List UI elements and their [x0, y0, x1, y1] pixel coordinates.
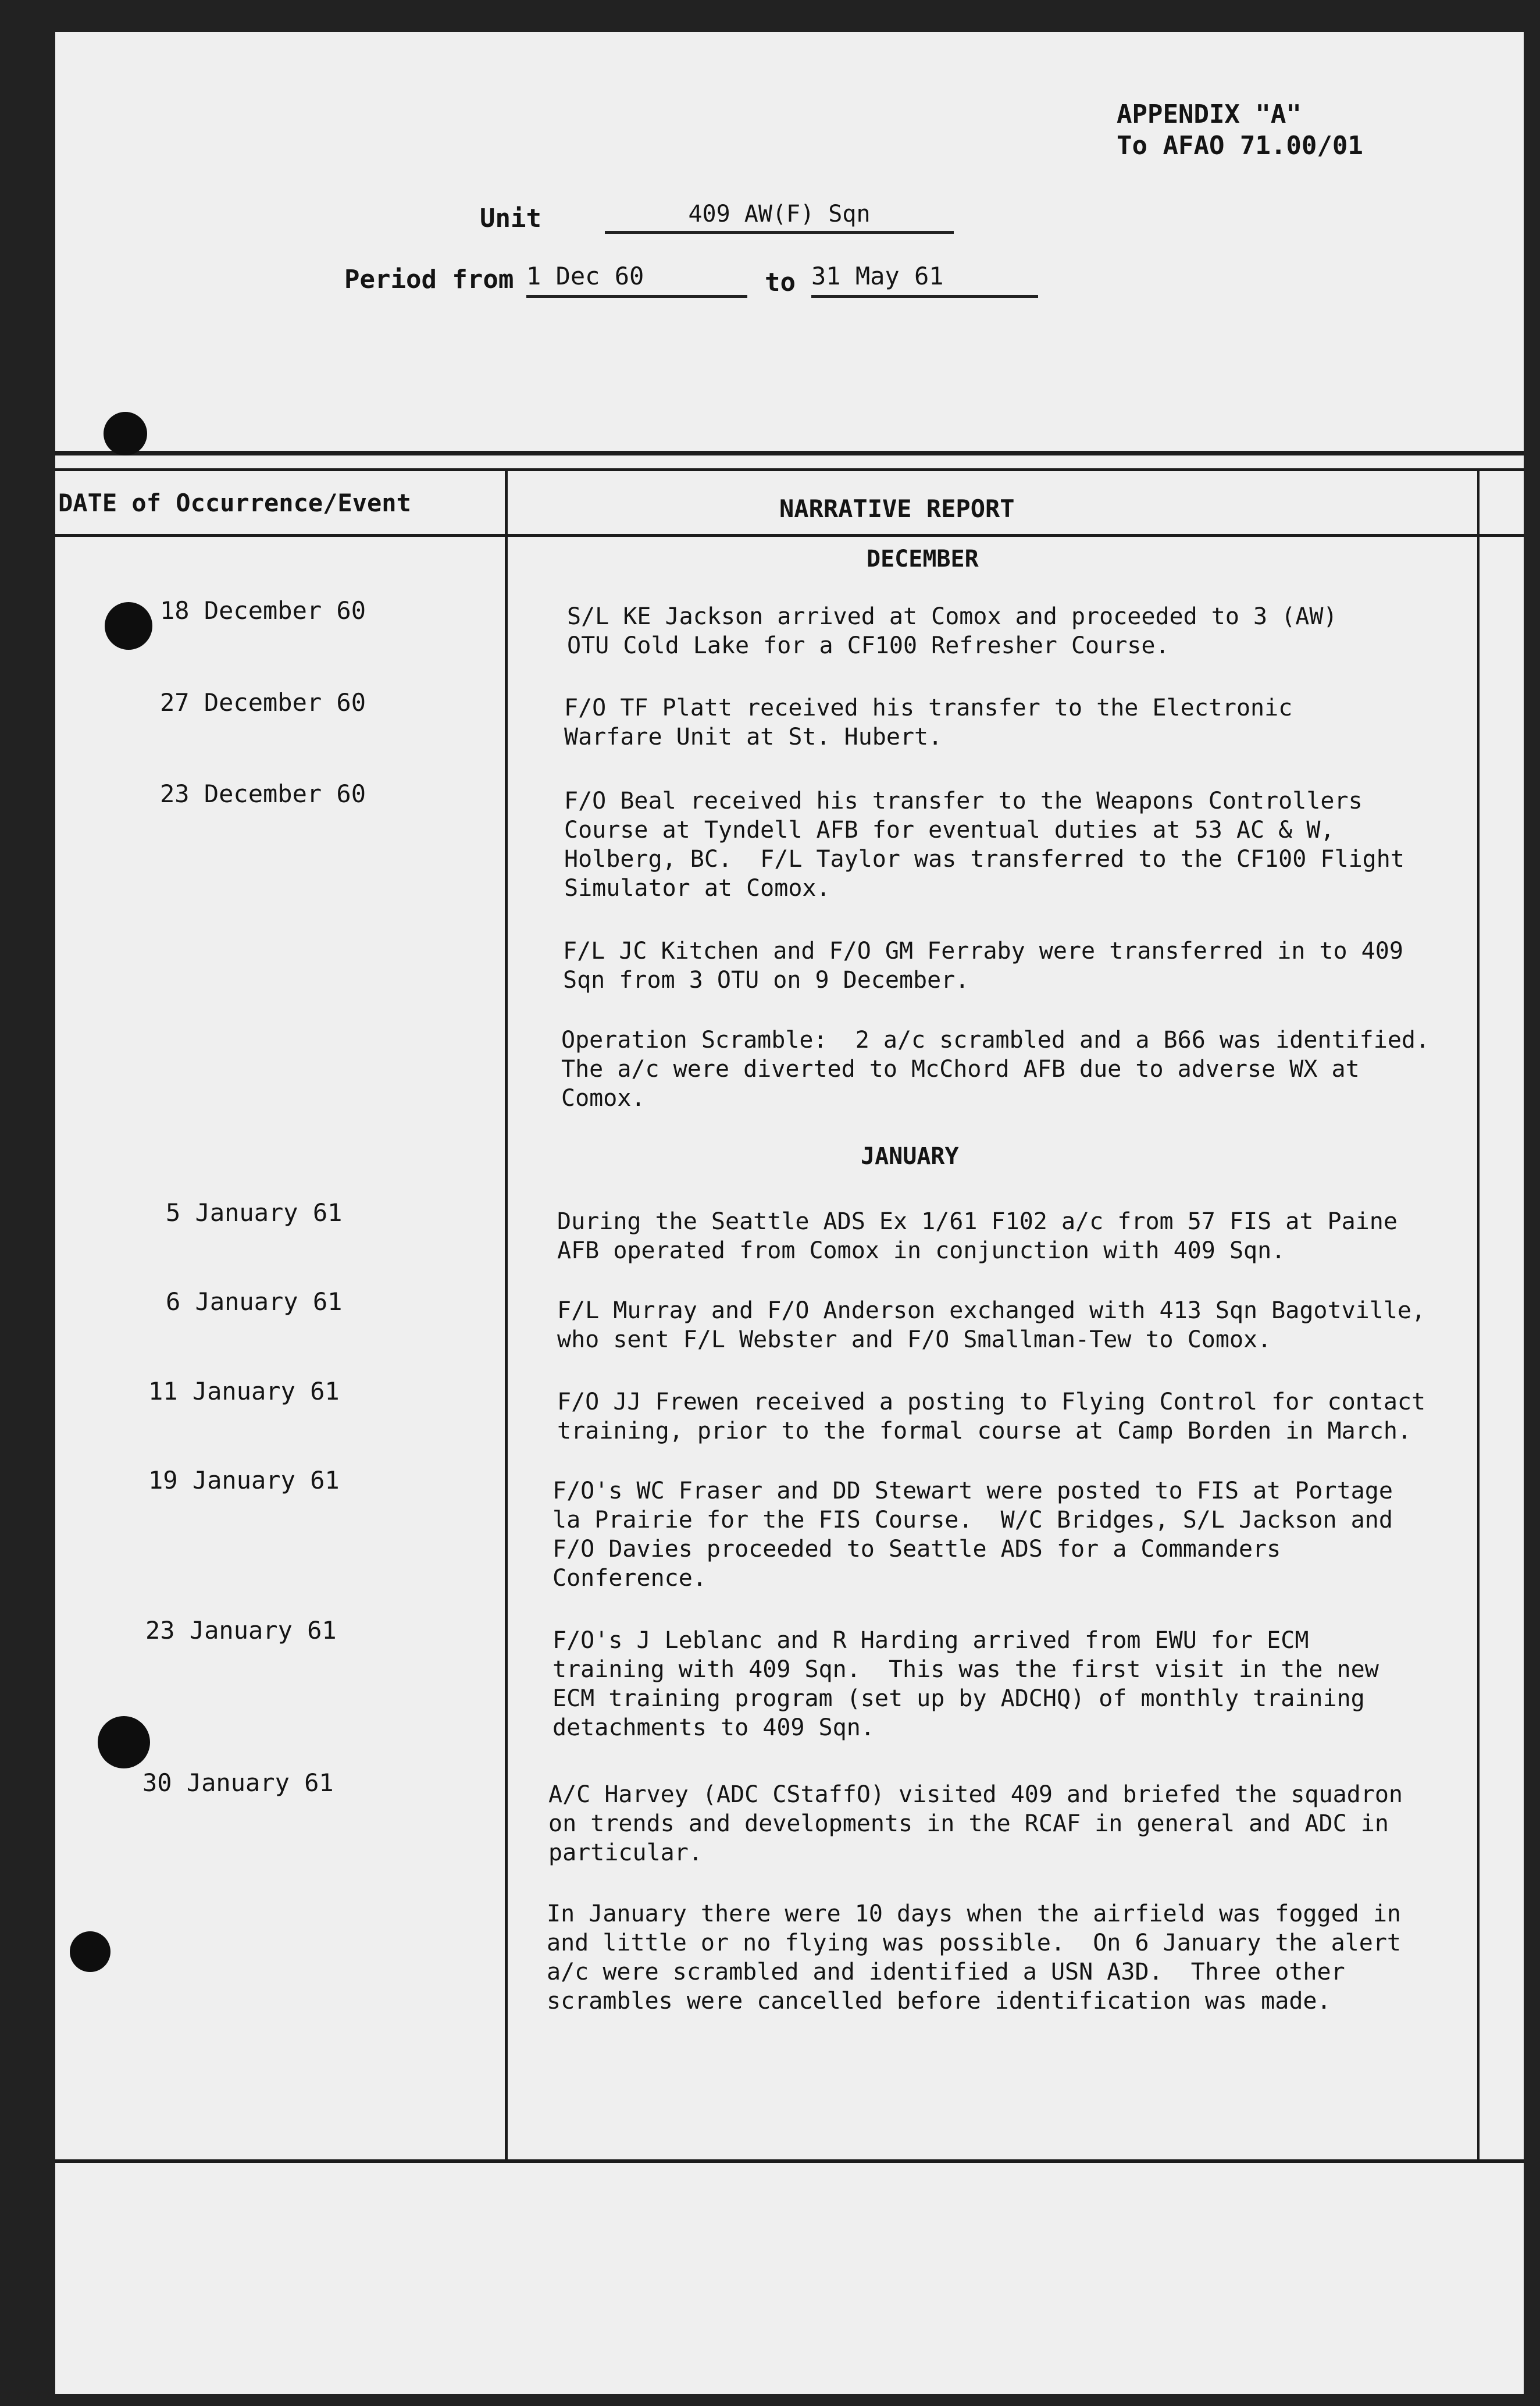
narrative-column-header: NARRATIVE REPORT: [779, 494, 1015, 523]
entry-date: 18 December 60: [160, 596, 366, 625]
table-top-rule-inner: [55, 468, 1524, 471]
entry-date: 19 January 61: [148, 1466, 340, 1494]
entry-date: 30 January 61: [142, 1768, 334, 1797]
entry-text: During the Seattle ADS Ex 1/61 F102 a/c from 57 FIS at Paine AFB operated from Comox in conjunction with 409 Sqn.: [557, 1208, 1398, 1264]
date-column-header: DATE of Occurrence/Event: [58, 489, 411, 517]
entry-text: F/L JC Kitchen and F/O GM Ferraby were transferred in to 409 Sqn from 3 OTU on 9 December.: [563, 938, 1403, 994]
punch-hole: [70, 1931, 110, 1972]
entry-text: F/O TF Platt received his transfer to the Electronic Warfare Unit at St. Hubert.: [564, 695, 1293, 750]
period-from-value: 1 Dec 60: [526, 262, 747, 298]
entry-date: 27 December 60: [160, 688, 366, 717]
entry-text: F/L Murray and F/O Anderson exchanged with 413 Sqn Bagotville, who sent F/L Webster and F/O Smallman-Tew to Comox.: [557, 1297, 1426, 1353]
entry-text: S/L KE Jackson arrived at Comox and proceeded to 3 (AW) OTU Cold Lake for a CF100 Refresher Course.: [567, 603, 1338, 659]
punch-hole: [98, 1716, 150, 1768]
entry-text: F/O JJ Frewen received a posting to Flying Control for contact training, prior to the formal course at Camp Borden in March.: [557, 1389, 1426, 1444]
entry-text: In January there were 10 days when the airfield was fogged in and little or no flying was possible. On 6 January the alert a/c were scrambled and identified a USN A3D. Three other scrambles were cancelled before identification was made.: [547, 1900, 1402, 2015]
table-top-rule: [55, 451, 1524, 455]
entry-text: F/O Beal received his transfer to the Weapons Controllers Course at Tyndell AFB for eventual duties at 53 AC & W, Holberg, BC. F/L Taylor was transferred to the CF100 Flight Simulator at Comox.: [564, 788, 1404, 902]
appendix-title: APPENDIX "A": [1117, 99, 1302, 129]
month-heading-january: JANUARY: [861, 1143, 959, 1170]
entry-text: A/C Harvey (ADC CStaffO) visited 409 and briefed the squadron on trends and developments in the RCAF in general and ADC in particular.: [548, 1781, 1403, 1866]
appendix-heading: [1117, 99, 1363, 162]
entry-text: F/O's J Leblanc and R Harding arrived from EWU for ECM training with 409 Sqn. This was the first visit in the new ECM training program (set up by ADCHQ) of monthly training detachments to 409 Sqn.: [552, 1627, 1379, 1741]
entry-date: 11 January 61: [148, 1377, 340, 1405]
unit-label: Unit: [480, 204, 541, 233]
punch-hole: [104, 412, 147, 455]
table-right-edge: [1477, 468, 1480, 2161]
period-label: Period from: [344, 265, 514, 294]
period-to-value: 31 May 61: [811, 262, 1038, 298]
entry-date: 6 January 61: [166, 1287, 343, 1316]
month-heading-december: DECEMBER: [867, 546, 979, 572]
punch-hole: [105, 602, 152, 650]
entry-date: 5 January 61: [166, 1198, 343, 1227]
column-divider: [505, 468, 508, 2161]
unit-value: 409 AW(F) Sqn: [605, 201, 954, 234]
entry-text: F/O's WC Fraser and DD Stewart were posted to FIS at Portage la Prairie for the FIS Course. W/C Bridges, S/L Jackson and F/O Davies proceeded to Seattle ADS for a Commanders Conference.: [552, 1478, 1393, 1592]
period-to-label: to: [765, 268, 796, 297]
table-bottom-rule: [55, 2159, 1524, 2163]
entry-date: 23 January 61: [145, 1616, 337, 1645]
table-header-rule: [55, 534, 1524, 537]
entry-text: Operation Scramble: 2 a/c scrambled and a B66 was identified. The a/c were diverted to McChord AFB due to adverse WX at Comox.: [561, 1027, 1430, 1112]
entry-date: 23 December 60: [160, 780, 366, 808]
appendix-reference: To AFAO 71.00/01: [1117, 131, 1363, 161]
